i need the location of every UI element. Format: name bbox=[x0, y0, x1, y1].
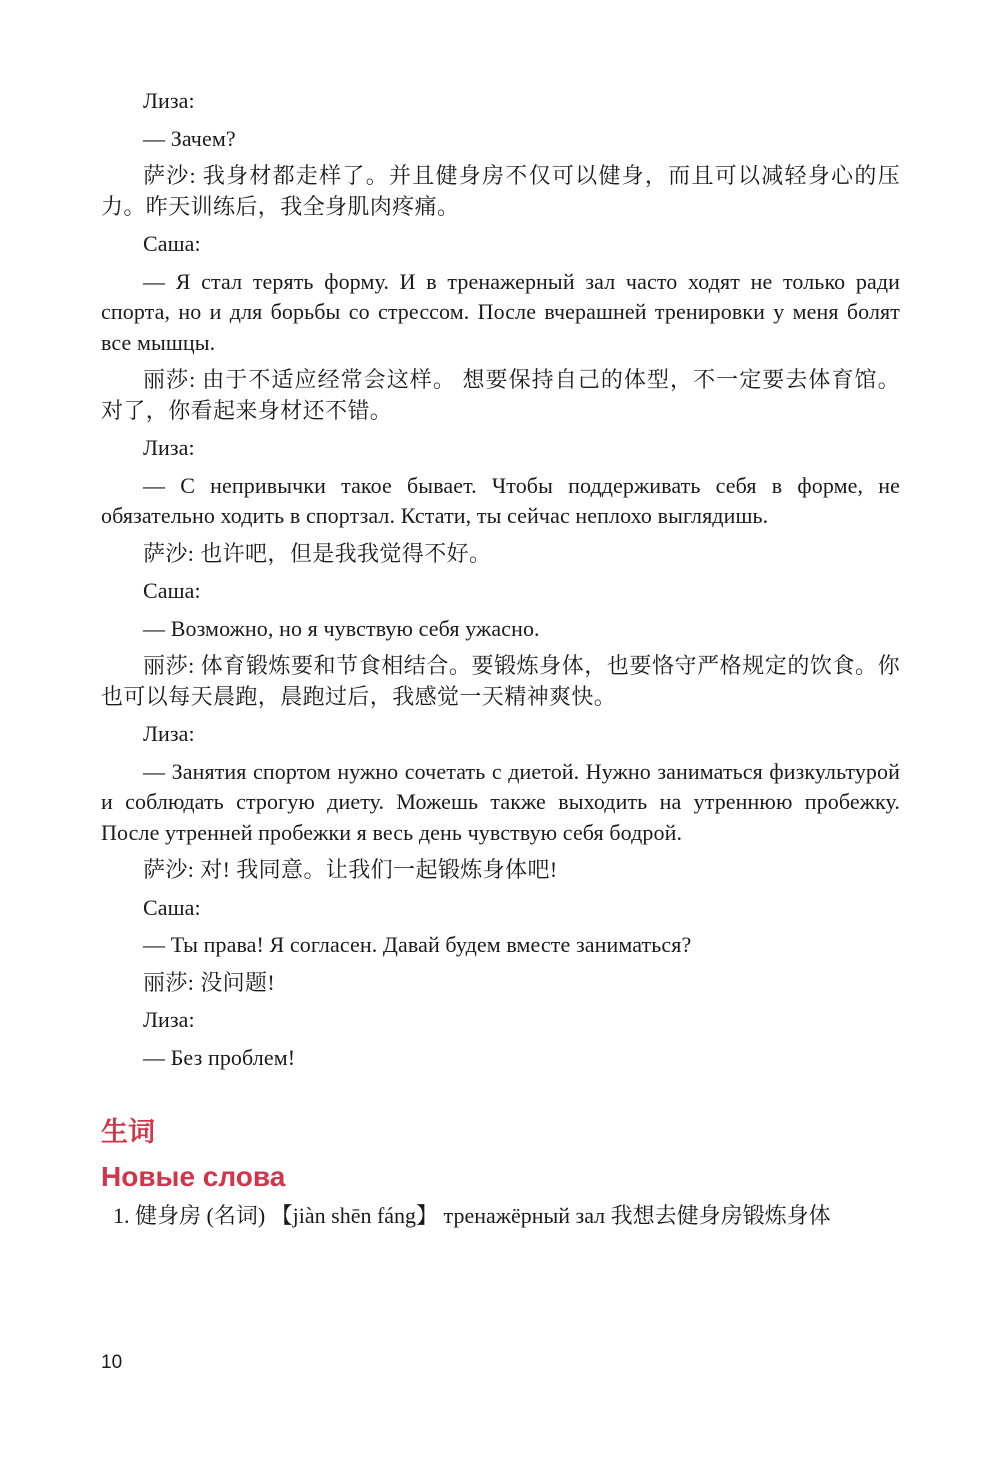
dialogue bbox=[101, 86, 900, 1073]
dialogue-line: — Занятия спортом нужно сочетать с диетой. Нужно заниматься физкультурой и соблюдать строгую диету. Можешь также выходить на утреннюю пробежку. После утренней пробежки я весь день чувствую себя бодрой. bbox=[101, 758, 900, 845]
section-title-chinese: 生词 bbox=[101, 1117, 155, 1148]
dialogue-line: 丽莎: 由于不适应经常会这样。 想要保持自己的体型，不一定要去体育馆。对了，你看起来身材还不错。 bbox=[101, 367, 900, 423]
dialogue-line: 萨沙: 我身材都走样了。并且健身房不仅可以健身，而且可以减轻身心的压力。昨天训练后，我全身肌肉疼痛。 bbox=[101, 163, 900, 219]
dialogue-line: Саша: bbox=[143, 578, 201, 603]
vocabulary-item: 1. 健身房 (名词) 【jiàn shēn fáng】 тренажёрный зал 我想去健身房锻炼身体 bbox=[113, 1203, 831, 1228]
dialogue-line: Лиза: bbox=[143, 1007, 195, 1032]
dialogue-line: — Без проблем! bbox=[143, 1044, 296, 1070]
dialogue-line: Лиза: bbox=[143, 435, 195, 460]
page-content bbox=[101, 86, 900, 1232]
dialogue-line: 丽莎: 体育锻炼要和节食相结合。要锻炼身体，也要恪守严格规定的饮食。你也可以每天晨跑，晨跑过后，我感觉一天精神爽快。 bbox=[101, 653, 900, 709]
dialogue-line: — Я стал терять форму. И в тренажерный зал часто ходят не только ради спорта, но и для борьбы со стрессом. После вчерашней тренировки у меня болят все мышцы. bbox=[101, 268, 900, 355]
dialogue-line: — Возможно, но я чувствую себя ужасно. bbox=[143, 615, 540, 641]
dialogue-line: Саша: bbox=[143, 231, 201, 256]
dialogue-line: Лиза: bbox=[143, 88, 195, 113]
dialogue-line: — Зачем? bbox=[143, 125, 236, 151]
dialogue-line: 丽莎: 没问题! bbox=[143, 969, 276, 995]
dialogue-line: — С непривычки такое бывает. Чтобы поддерживать себя в форме, не обязательно ходить в спортзал. Кстати, ты сейчас неплохо выглядишь. bbox=[101, 472, 900, 528]
section-title-russian: Новые слова bbox=[101, 1161, 286, 1192]
vocabulary-list bbox=[101, 1201, 900, 1232]
dialogue-line: — Ты права! Я согласен. Давай будем вместе заниматься? bbox=[143, 932, 692, 957]
dialogue-line: Лиза: bbox=[143, 721, 195, 746]
dialogue-line: 萨沙: 也许吧，但是我我觉得不好。 bbox=[143, 540, 492, 566]
dialogue-line: Саша: bbox=[143, 894, 201, 920]
page-number: 10 bbox=[101, 1352, 123, 1373]
dialogue-line: 萨沙: 对! 我同意。让我们一起锻炼身体吧! bbox=[143, 857, 558, 882]
